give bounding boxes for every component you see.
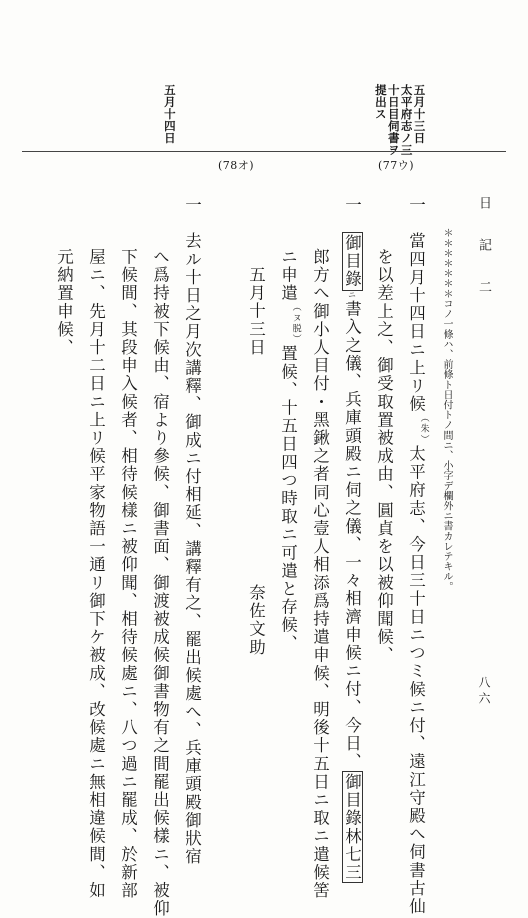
text-column-2: を以差上之、御受取置被成由、圓貞を以被仰聞候、 [374, 248, 394, 665]
marginal-note-may-14: 五月十四日 [162, 84, 177, 144]
editorial-note: ＊＊＊＊＊＊＊コノ一條ハ、前條ト日付トノ間ニ、小字デ欄外ニ書カレテキル。 [441, 228, 452, 592]
folio-mark-left: (78オ) [218, 159, 255, 172]
boxed-term: 御目錄林七三 [342, 772, 362, 882]
marginal-note-line: 太平府志ノ三 [399, 84, 414, 156]
text-column-4: 郎方へ御小人目付・黑鍬之者同心壹人相添爲持遣申候、明後十五日ニ取ニ遣候筈 [310, 248, 330, 900]
ruby-annotation: （ヌ脱） [290, 302, 301, 345]
text-column-7: 一 去ル十日之月次講釋、御成ニ付相延、講釋有之、罷出候處へ、兵庫頭殿御狀宿 [182, 196, 202, 866]
ruby-annotation: （朱） [418, 413, 429, 446]
text-segment: 置候、十五日四つ時取ニ可遣と存候、 [278, 344, 298, 653]
text-segment: ニ申遣 [278, 248, 298, 303]
marginal-note-may-13 [374, 84, 426, 156]
header-rule [22, 151, 506, 152]
text-column-1 [407, 196, 428, 916]
signature: 奈佐文助 [246, 584, 266, 657]
text-segment: 一 當四月十四日ニ上リ候 [406, 196, 426, 414]
marginal-note-line: 十日目伺書ヲ [386, 84, 401, 156]
marginal-note-line: 提出ス [373, 84, 388, 120]
small-kana: ニ [347, 290, 357, 301]
date-line: 五月十三日 [246, 266, 266, 357]
running-title: 日 記 二 [476, 196, 491, 301]
text-column-8: へ爲持被下候由、宿より參候、御書面、御渡被成候御書物有之間罷出候樣ニ、被仰 [150, 248, 170, 918]
text-segment: 一 [342, 196, 362, 233]
text-column-9: 下候間、其段申入候者、相待候樣ニ被仰聞、相待候處ニ、八つ過ニ罷成、於新部 [118, 248, 138, 900]
text-segment: 書入之儀、兵庫頭殿ニ伺之儀、一々相濟申候ニ付、今日、 [342, 300, 362, 771]
text-segment: 太平府志、今日三十日ニつミ候ニ付、遠江守殿へ伺書古仙 [406, 445, 426, 916]
boxed-term: 御目錄 [342, 234, 362, 289]
text-column-3 [343, 196, 360, 883]
page-number: 八六 [477, 676, 491, 708]
marginal-note-line: 五月十三日 [412, 84, 427, 144]
text-column-11: 元納置申候、 [54, 248, 74, 357]
folio-mark-right: (77ウ) [378, 159, 415, 172]
text-column-5 [279, 248, 300, 652]
text-column-10: 屋ニ、先月十二日ニ上リ候平家物語一通リ御下ケ被成、改候處ニ無相違候間、如 [86, 248, 106, 900]
